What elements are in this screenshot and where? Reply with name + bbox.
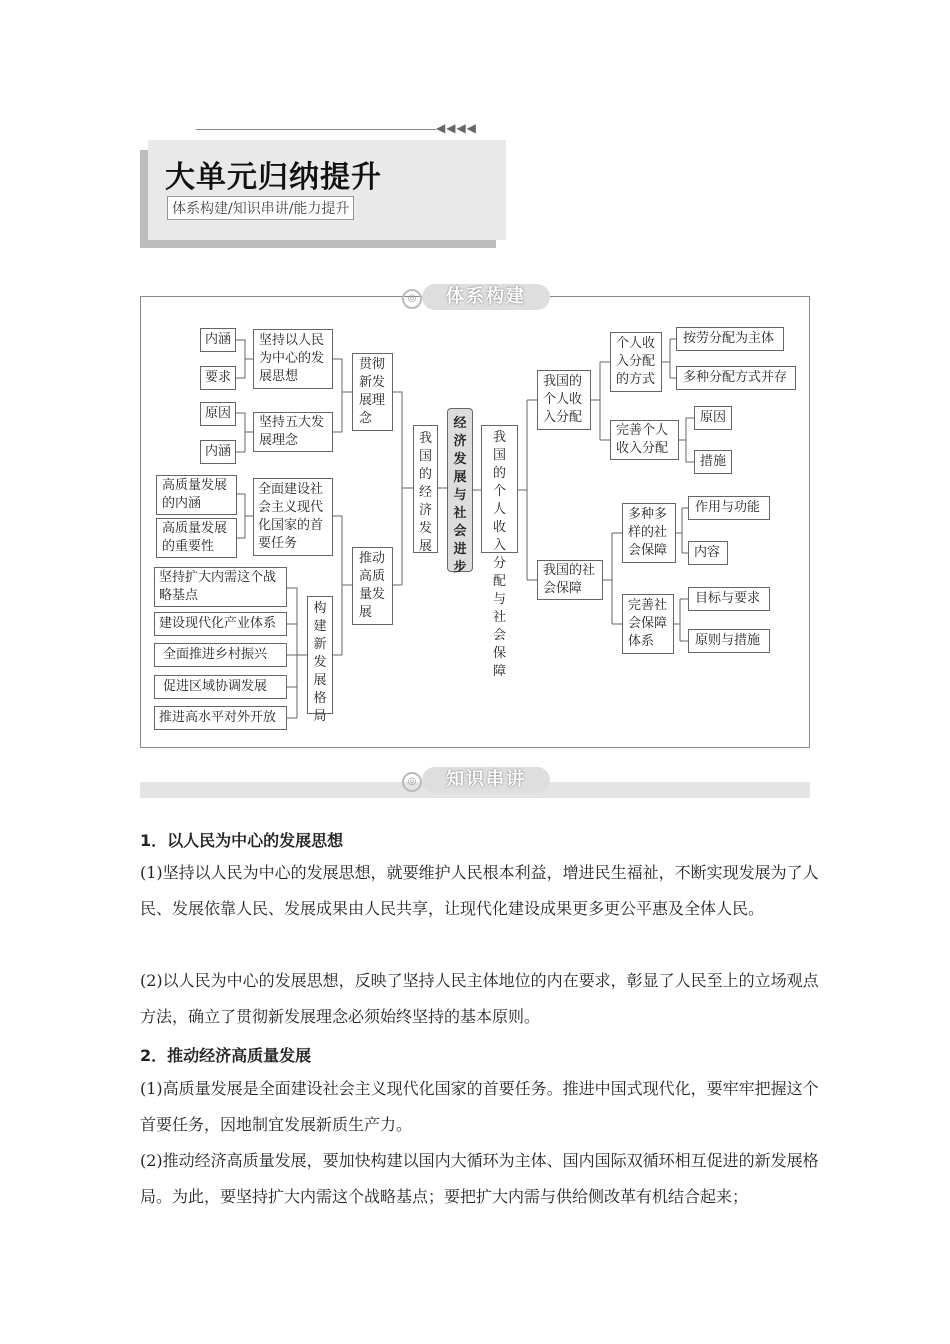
node-renmin-zhongxin: 坚持以人民为中心的发展思想	[253, 329, 333, 389]
page-title: 大单元归纳提升	[165, 160, 382, 195]
node-yuanyin-right: 原因	[694, 406, 732, 430]
node-wanshan-fenpei: 完善个人收入分配	[610, 420, 679, 460]
node-duozhong-fangshi: 多种分配方式并存	[676, 366, 796, 390]
node-center-topic: 经济发展与社会进步	[447, 408, 473, 572]
node-wanshan-tixi: 完善社会保障体系	[622, 594, 674, 654]
node-anlao-fenpei: 按劳分配为主体	[676, 327, 784, 351]
node-neihan-1: 内涵	[200, 328, 236, 352]
node-gzl-zhongyao: 高质量发展的重要性	[156, 518, 237, 558]
node-cuoshi: 措施	[694, 450, 732, 474]
header-arrows: ◀◀◀◀	[436, 121, 477, 135]
node-guanche-linian: 贯彻新发展理念	[352, 353, 393, 431]
node-wuda-linian: 坚持五大发展理念	[253, 412, 333, 452]
node-xiangcun: 全面推进乡村振兴	[154, 643, 287, 667]
node-kaifang: 推进高水平对外开放	[154, 706, 287, 730]
node-mubiao-yaoqiu: 目标与要求	[688, 587, 770, 611]
paragraph-2: (2)以人民为中心的发展思想，反映了坚持人民主体地位的内在要求，彰显了人民至上的立场观点方法，确立了贯彻新发展理念必须始终坚持的基本原则。	[140, 971, 819, 1026]
node-chanye: 建设现代化产业体系	[154, 612, 287, 636]
node-kuoda-neixu: 坚持扩大内需这个战略基点	[154, 567, 287, 607]
node-yaoqiu: 要求	[200, 366, 236, 390]
heading-1: 1．以人民为中心的发展思想	[140, 831, 344, 850]
page-subtitle: 体系构建/知识串讲/能力提升	[167, 196, 354, 220]
node-quanmian-jianshe: 全面建设社会主义现代化国家的首要任务	[253, 478, 333, 556]
paragraph-1: (1)坚持以人民为中心的发展思想，就要维护人民根本利益，增进民生福祉，不断实现发展为了人民、发展依靠人民、发展成果由人民共享，让现代化建设成果更多更公平惠及全体人民。	[140, 863, 819, 918]
paragraph-4: (2)推动经济高质量发展，要加快构建以国内大循环为主体、国内国际双循环相互促进的新发展格局。为此，要坚持扩大内需这个战略基点；要把扩大内需与供给侧改革有机结合起来；	[140, 1151, 819, 1206]
node-neirong: 内容	[688, 541, 728, 565]
node-neihan-2: 内涵	[200, 440, 236, 464]
node-fenpei-fangshi: 个人收入分配的方式	[610, 332, 662, 392]
node-zuoyong-gongneng: 作用与功能	[688, 496, 770, 520]
section-title-system: 体系构建	[422, 284, 550, 310]
node-shouru-shebao: 我国的个人收入分配与社会保障	[481, 425, 518, 553]
node-geren-shouru: 我国的个人收入分配	[537, 370, 591, 430]
node-gzl-neihan: 高质量发展的内涵	[156, 475, 237, 515]
node-shehui-baozhang: 我国的社会保障	[537, 560, 603, 600]
heading-2: 2．推动经济高质量发展	[140, 1046, 312, 1065]
section-badge-icon: ◎	[402, 289, 422, 309]
node-goujian-geju: 构建新发展格局	[307, 596, 333, 714]
node-quyu: 促进区域协调发展	[154, 675, 287, 699]
section-title-knowledge: 知识串讲	[422, 767, 550, 793]
node-duozhong-duoyang: 多种多样的社会保障	[622, 503, 676, 563]
node-yuanze-cuoshi: 原则与措施	[688, 629, 770, 653]
node-tuidong-gaozhiliang: 推动高质量发展	[352, 547, 393, 625]
node-yuanyin-left: 原因	[200, 402, 236, 426]
paragraph-3: (1)高质量发展是全面建设社会主义现代化国家的首要任务。推进中国式现代化，要牢牢把握这个首要任务，因地制宜发展新质生产力。	[140, 1079, 819, 1134]
section-badge-icon-2: ◎	[402, 772, 422, 792]
node-jingji-fazhan: 我国的经济发展	[413, 425, 438, 553]
